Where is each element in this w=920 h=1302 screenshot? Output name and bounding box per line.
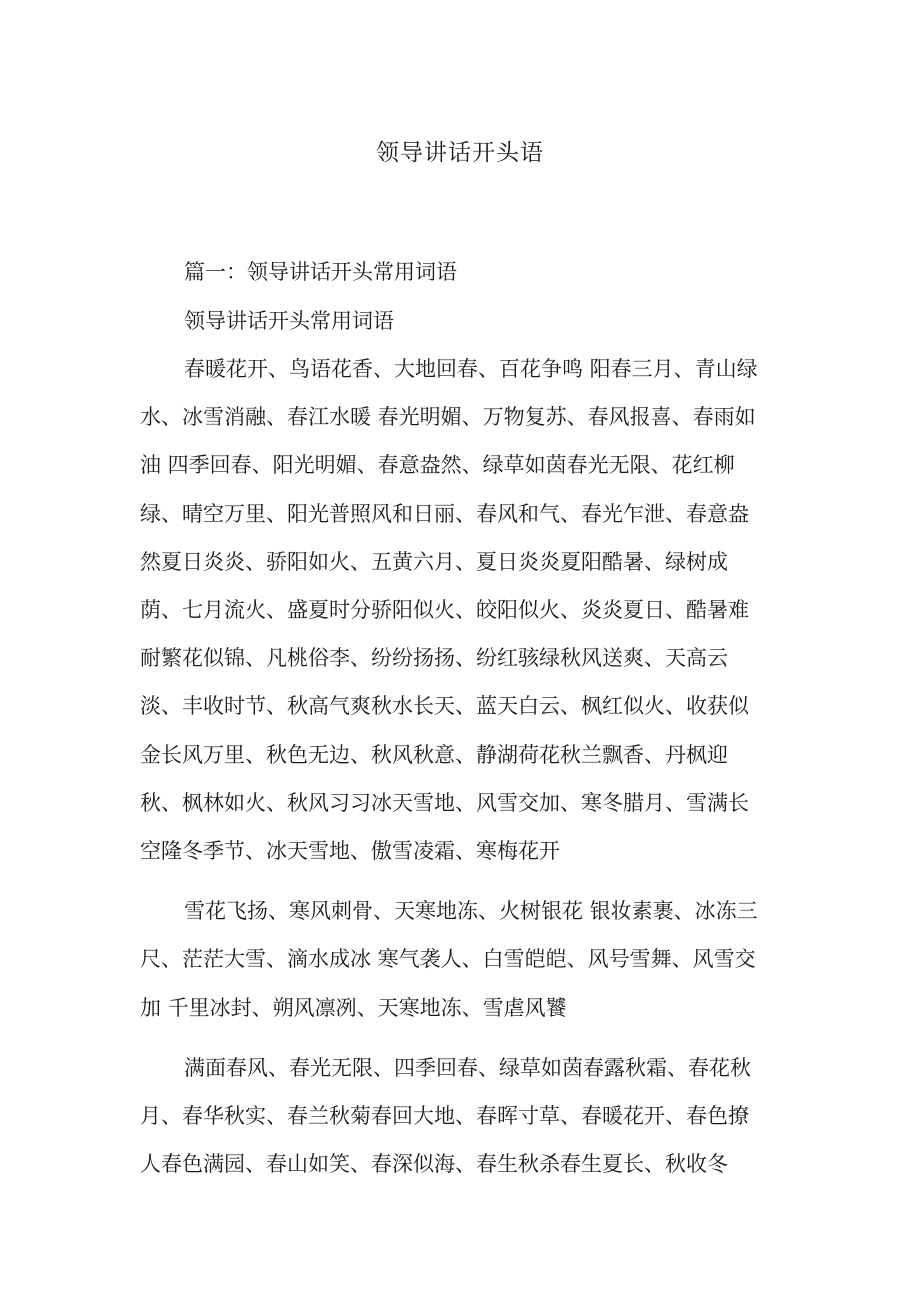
paragraph-line: 荫、七月流火、盛夏时分骄阳似火、皎阳似火、炎炎夏日、酷暑难 [140,598,749,623]
paragraph-line: 雪花飞扬、寒风刺骨、天寒地冻、火树银花 银妆素裹、冰冻三 [184,899,758,924]
paragraph-line: 加 千里冰封、朔风凛冽、天寒地冻、雪虐风饕 [140,995,567,1020]
paragraph-line: 绿、晴空万里、阳光普照风和日丽、春风和气、春光乍泄、春意盎 [140,501,749,526]
paragraph-line: 人春色满园、春山如笑、春深似海、春生秋杀春生夏长、秋收冬 [140,1152,728,1177]
paragraph-line: 然夏日炎炎、骄阳如火、五黄六月、夏日炎炎夏阳酷暑、绿树成 [140,549,728,574]
sub-heading: 领导讲话开头常用词语 [184,309,394,333]
paragraph-line: 金长风万里、秋色无边、秋风秋意、静湖荷花秋兰飘香、丹枫迎 [140,742,728,767]
document-title: 领导讲话开头语 [376,140,544,166]
paragraph-line: 尺、茫茫大雪、滴水成冰 寒气袭人、白雪皑皑、风号雪舞、风雪交 [140,947,756,972]
paragraph-line: 耐繁花似锦、凡桃俗李、纷纷扬扬、纷红骇绿秋风送爽、天高云 [140,646,728,671]
paragraph-line: 月、春华秋实、春兰秋菊春回大地、春晖寸草、春暖花开、春色撩 [140,1104,749,1129]
paragraph-line: 春暖花开、鸟语花香、大地回春、百花争鸣 阳春三月、青山绿 [184,357,758,381]
paragraph-1 [140,345,780,875]
paragraph-line: 空隆冬季节、冰天雪地、傲雪凌霜、寒梅花开 [140,839,560,864]
paragraph-line: 水、冰雪消融、春江水暖 春光明媚、万物复苏、春风报喜、春雨如 [140,405,756,430]
section-heading: 篇一：领导讲话开头常用词语 [184,260,457,284]
paragraph-container [140,345,780,1200]
paragraph-line: 满面春风、春光无限、四季回春、绿草如茵春露秋霜、春花秋 [184,1055,751,1080]
paragraph-3 [140,1044,780,1189]
paragraph-line: 秋、枫林如火、秋风习习冰天雪地、风雪交加、寒冬腊月、雪满长 [140,790,749,815]
paragraph-2 [140,887,780,1032]
paragraph-line: 油 四季回春、阳光明媚、春意盎然、绿草如茵春光无限、花红柳 [140,453,735,478]
paragraph-line: 淡、丰收时节、秋高气爽秋水长天、蓝天白云、枫红似火、收获似 [140,694,749,719]
